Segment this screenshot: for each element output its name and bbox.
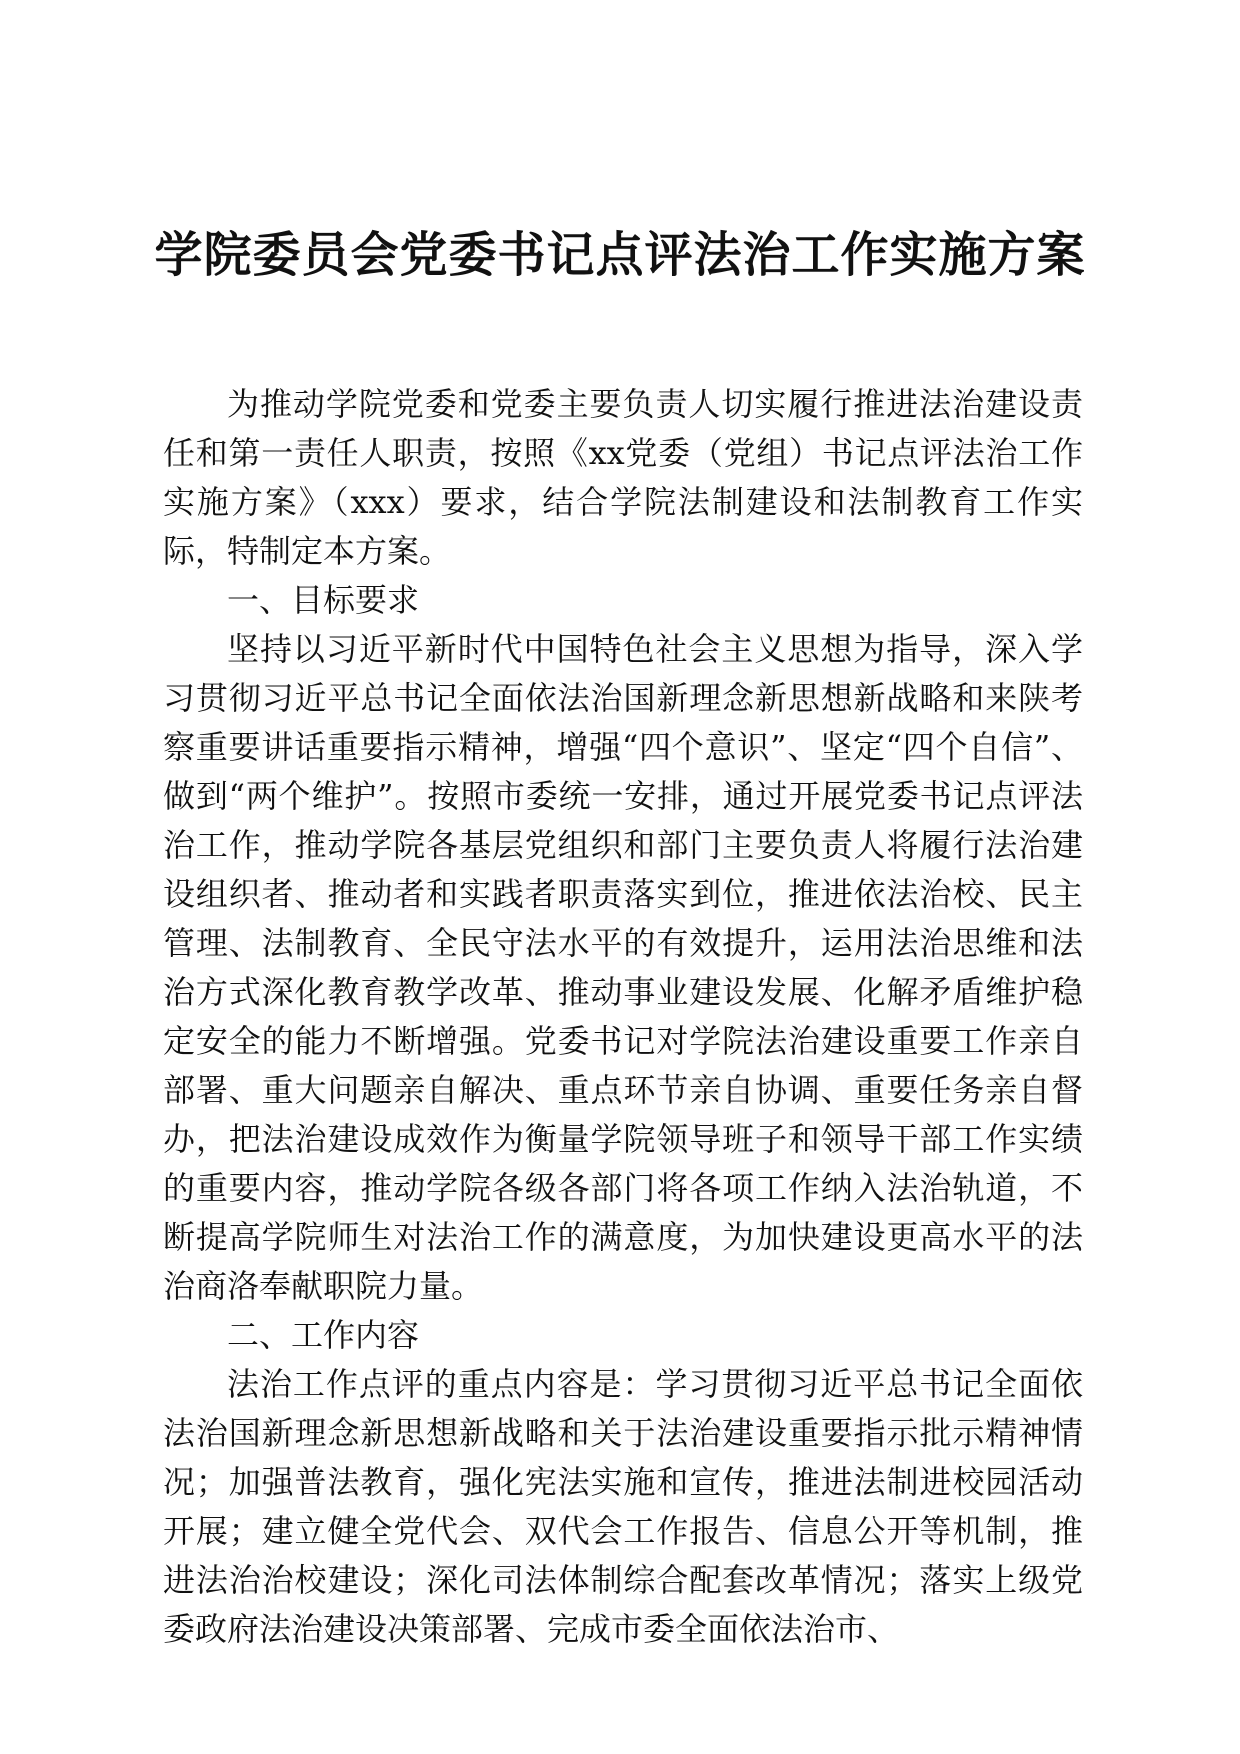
intro-paragraph: 为推动学院党委和党委主要负责人切实履行推进法治建设责任和第一责任人职责，按照《xx党委（党组）书记点评法治工作实施方案》（xxx）要求，结合学院法制建设和法制教育工作实际，特制定本方案。	[163, 385, 1083, 570]
content-paragraph: 法治工作点评的重点内容是：学习贯彻习近平总书记全面依法治国新理念新思想新战略和关于法治建设重要指示批示精神情况；加强普法教育，强化宪法实施和宣传，推进法制进校园活动开展；建立健全党代会、双代会工作报告、信息公开等机制，推进法治治校建设；深化司法体制综合配套改革情况；落实上级党委政府法治建设决策部署、完成市委全面依法治市、	[163, 1365, 1083, 1648]
goals-paragraph: 坚持以习近平新时代中国特色社会主义思想为指导，深入学习贯彻习近平总书记全面依法治国新理念新思想新战略和来陕考察重要讲话重要指示精神，增强“四个意识”、坚定“四个自信”、做到“两个维护”。按照市委统一安排，通过开展党委书记点评法治工作，推动学院各基层党组织和部门主要负责人将履行法治建设组织者、推动者和实践者职责落实到位，推进依法治校、民主管理、法制教育、全民守法水平的有效提升，运用法治思维和法治方式深化教育教学改革、推动事业建设发展、化解矛盾维护稳定安全的能力不断增强。党委书记对学院法治建设重要工作亲自部署、重大问题亲自解决、重点环节亲自协调、重要任务亲自督办，把法治建设成效作为衡量学院领导班子和领导干部工作实绩的重要内容，推动学院各级各部门将各项工作纳入法治轨道，不断提高学院师生对法治工作的满意度，为加快建设更高水平的法治商洛奉献职院力量。	[163, 630, 1083, 1305]
document-title: 学院委员会党委书记点评法治工作实施方案	[154, 227, 1086, 283]
section-heading-content: 二、工作内容	[227, 1316, 420, 1354]
section-heading-goals: 一、目标要求	[227, 581, 420, 619]
document-body	[163, 380, 1083, 1654]
